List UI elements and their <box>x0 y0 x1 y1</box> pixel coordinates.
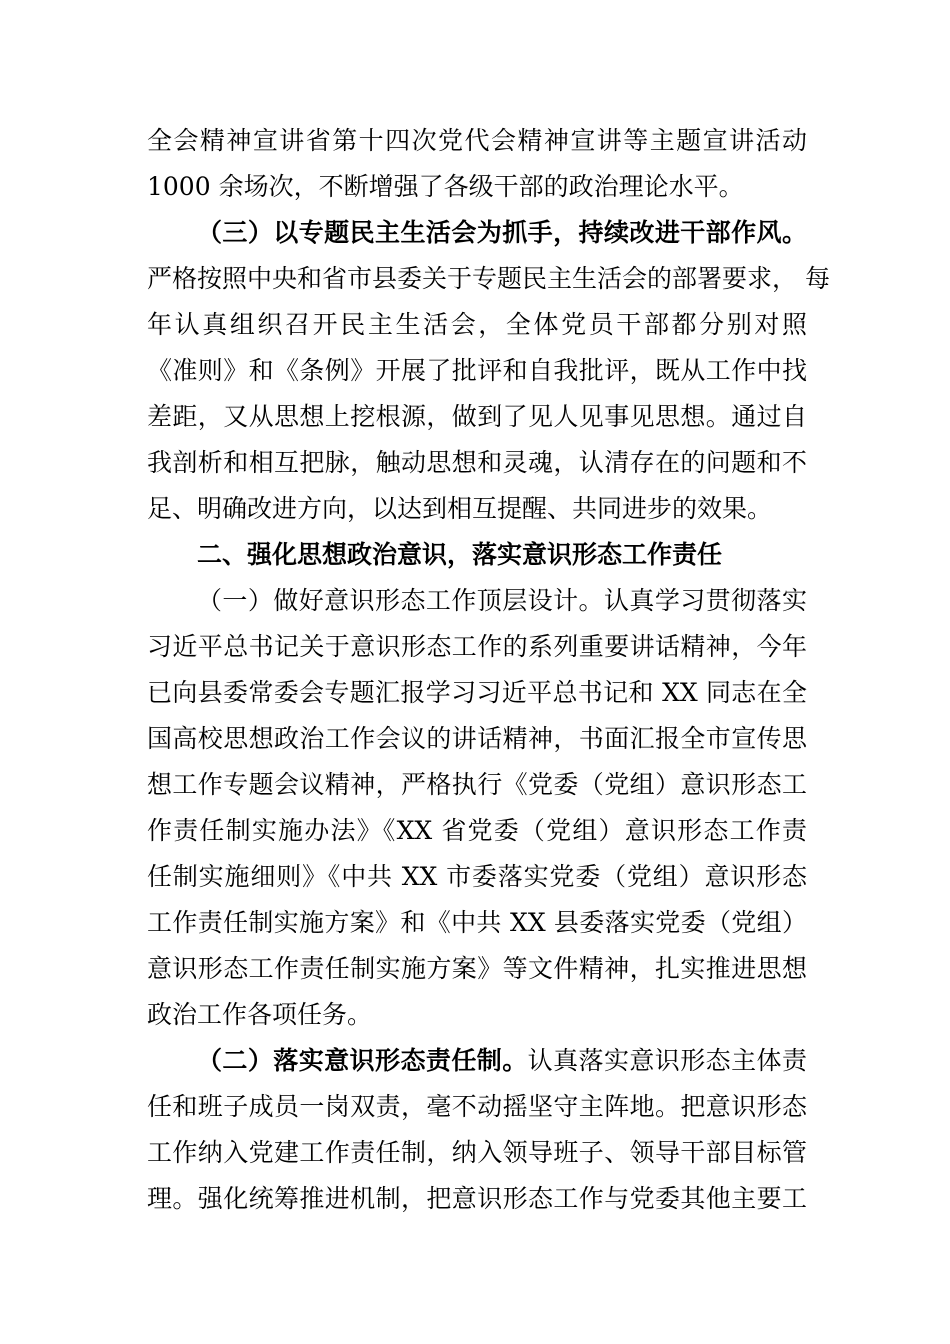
para2-line8: 工作责任制实施方案》和《中共 XX 县委落实党委（党组） <box>147 908 807 937</box>
para2-line6: 作责任制实施办法》《XX 省党委（党组）意识形态工作责 <box>147 816 807 845</box>
para3-lead-sentence: （二）落实意识形态责任制。 <box>197 1046 528 1075</box>
para3-line1-rest: 认真落实意识形态主体责 <box>527 1046 807 1075</box>
para2-line10: 政治工作各项任务。 <box>147 1000 373 1029</box>
para2-line1: （一）做好意识形态工作顶层设计。认真学习贯彻落实 <box>197 586 807 615</box>
para2-line7: 任制实施细则》《中共 XX 市委落实党委（党组）意识形态 <box>147 862 807 891</box>
section-heading-2: 二、强化思想政治意识，落实意识形态工作责任 <box>197 540 723 569</box>
para2-line9: 意识形态工作责任制实施方案》等文件精神，扎实推进思想 <box>147 954 807 983</box>
para1-line2: 严格按照中央和省市县委关于专题民主生活会的部署要求， 每 <box>147 264 830 293</box>
para2-line2: 习近平总书记关于意识形态工作的系列重要讲话精神，今年 <box>147 632 807 661</box>
para2-line3: 已向县委常委会专题汇报学习习近平总书记和 XX 同志在全 <box>147 678 807 707</box>
para1-line6: 我剖析和相互把脉，触动思想和灵魂，认清存在的问题和不 <box>147 448 807 477</box>
para2-line4: 国高校思想政治工作会议的讲话精神，书面汇报全市宣传思 <box>147 724 807 753</box>
para1-line7: 足、明确改进方向，以达到相互提醒、共同进步的效果。 <box>147 494 773 523</box>
para1-line5: 差距，又从思想上挖根源，做到了见人见事见思想。通过自 <box>147 402 807 431</box>
para1-lead-sentence: （三）以专题民主生活会为抓手，持续改进干部作风。 <box>197 218 807 247</box>
para0-line1: 全会精神宣讲省第十四次党代会精神宣讲等主题宣讲活动 <box>147 126 807 155</box>
para3-line4: 理。强化统筹推进机制，把意识形态工作与党委其他主要工 <box>147 1184 807 1213</box>
para3-line2: 任和班子成员一岗双责，毫不动摇坚守主阵地。把意识形态 <box>147 1092 807 1121</box>
para2-line5: 想工作专题会议精神，严格执行《党委（党组）意识形态工 <box>147 770 807 799</box>
para3-line3: 工作纳入党建工作责任制，纳入领导班子、领导干部目标管 <box>147 1138 807 1167</box>
para0-line2: 1000 余场次，不断增强了各级干部的政治理论水平。 <box>147 172 744 201</box>
para1-line3: 年认真组织召开民主生活会，全体党员干部都分别对照 <box>147 310 807 339</box>
para3-line1 <box>197 1038 807 1084</box>
para1-line4: 《准则》和《条例》开展了批评和自我批评，既从工作中找 <box>147 356 807 385</box>
